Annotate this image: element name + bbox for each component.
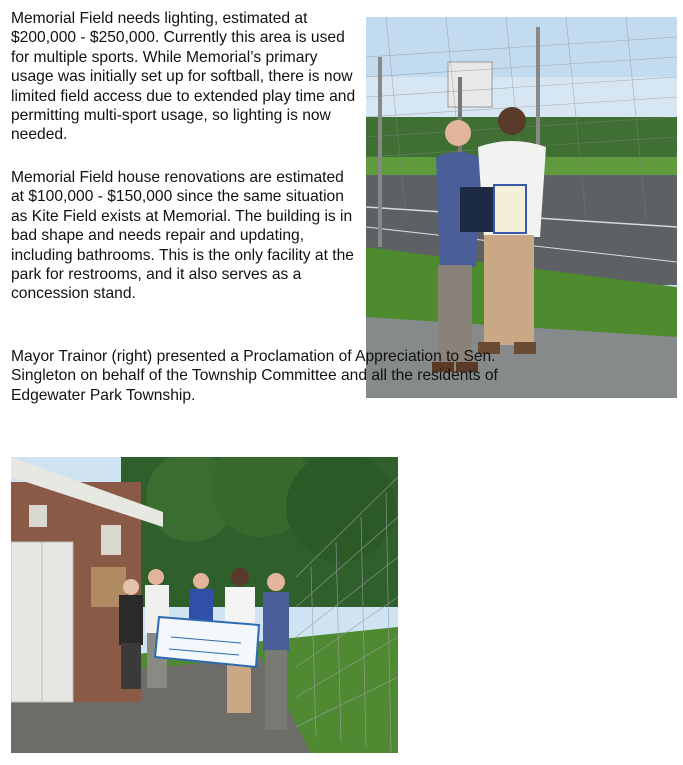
proclamation-caption: Mayor Trainor (right) presented a Proclamation of Appreciation to Sen. Singleton on behalf of the Township Committee and all the residents of Edgewater Park Township. bbox=[11, 348, 498, 404]
check-presentation-photo bbox=[11, 457, 398, 753]
lighting-paragraph: Memorial Field needs lighting, estimated at $200,000 - $250,000. Currently this area is used for multiple sports. While Memorial’s primary usage was initially set up for softball, there is now limited field access due to extended play time and permitting multi-sport usage, so lighting is now needed. bbox=[11, 10, 356, 144]
proclamation-photo bbox=[366, 17, 677, 398]
field-house-paragraph: Memorial Field house renovations are estimated at $100,000 - $150,000 since the same situation as Kite Field exists at Memorial. The building is in bad shape and needs repair and updating, including bathrooms. This is the only facility at the park for restrooms, and it also serves as a concession stand. bbox=[11, 169, 354, 303]
